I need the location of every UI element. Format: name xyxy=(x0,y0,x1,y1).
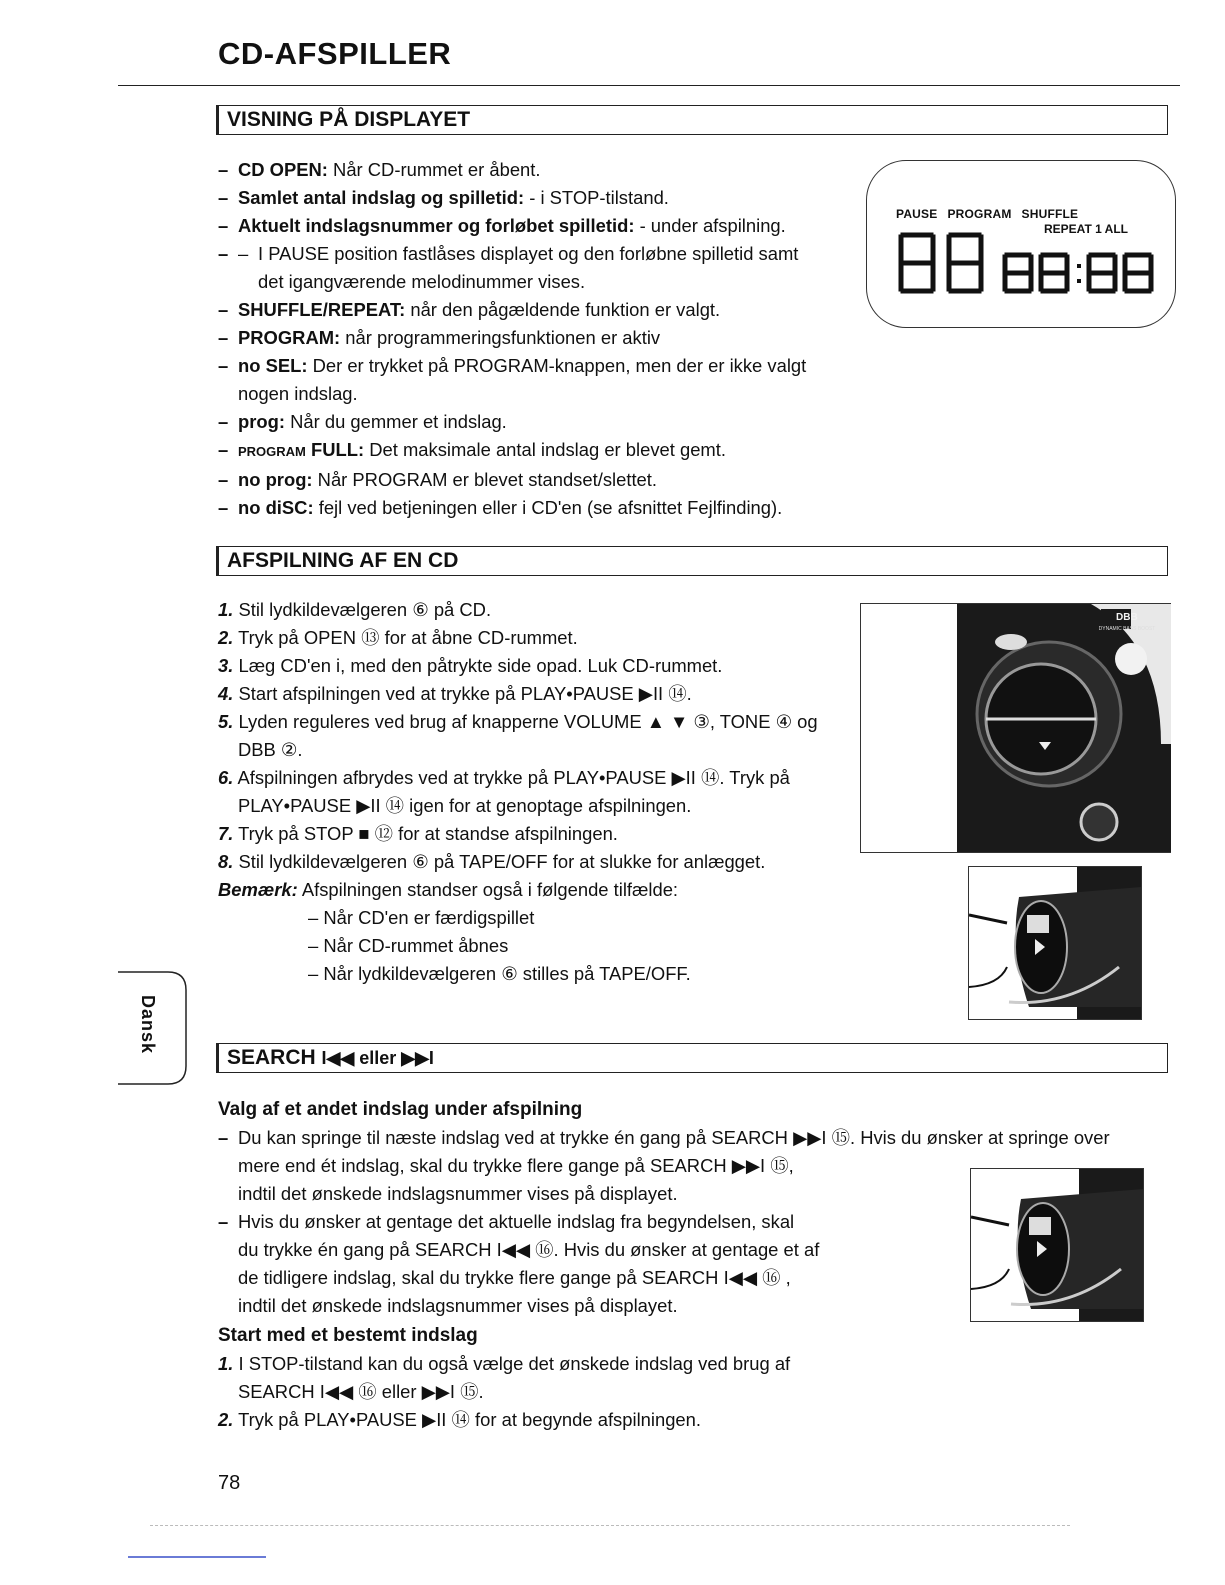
search-buttons-illustration xyxy=(969,867,1141,1019)
search-buttons-photo-2 xyxy=(970,1168,1144,1322)
step-item: 3. Læg CD'en i, med den påtrykte side opad. Luk CD-rummet. xyxy=(218,655,723,676)
list-item: – Samlet antal indslag og spilletid: - i STOP-tilstand. xyxy=(218,184,858,212)
step-item: 5. Lyden reguleres ved brug af knapperne VOLUME ▲ ▼ ③, TONE ④ og DBB ②. xyxy=(218,711,818,760)
scan-artifact-line xyxy=(150,1525,1070,1526)
note-item: – Når CD'en er færdigspillet xyxy=(308,907,535,928)
language-tab-label: Dansk xyxy=(138,995,158,1055)
title-rule xyxy=(118,85,1180,86)
step-item: 2. Tryk på OPEN ⑬ for at åbne CD-rummet. xyxy=(218,627,578,648)
list-item: – PROGRAM FULL: Det maksimale antal indslag er blevet gemt. xyxy=(218,436,858,466)
volume-dial-illustration xyxy=(861,604,1171,852)
step-item: 1. I STOP-tilstand kan du også vælge det ønskede indslag ved brug af SEARCH I◀◀ ⑯ eller ▶▶I ⑮. xyxy=(218,1353,791,1402)
step-item: 7. Tryk på STOP ■ ⑫ for at standse afspilningen. xyxy=(218,823,618,844)
subheading-select-track: Valg af et andet indslag under afspilning xyxy=(218,1099,583,1120)
list-item: – Du kan springe til næste indslag ved at trykke én gang på SEARCH ▶▶I ⑮. Hvis du ønsker at springe over mere end ét indslag, skal du trykke flere gange på SEARCH ▶▶I ⑮, indtil det ønskede indslagsnummer vises på displayet. xyxy=(218,1124,1168,1208)
volume-dial-photo xyxy=(860,603,1171,853)
list-item: – Aktuelt indslagsnummer og forløbet spilletid: - under afspilning. xyxy=(218,212,858,240)
lcd-repeat-label: REPEAT 1 ALL xyxy=(1044,222,1129,236)
page-title: CD-AFSPILLER xyxy=(218,36,452,71)
lcd-indicator-labels: PAUSE PROGRAM SHUFFLE xyxy=(896,207,1079,221)
step-item: 8. Stil lydkildevælgeren ⑥ på TAPE/OFF for at slukke for anlægget. xyxy=(218,851,766,872)
subheading-start-track: Start med et bestemt indslag xyxy=(218,1325,478,1346)
note: Bemærk: Afspilningen standser også i følgende tilfælde: xyxy=(218,879,679,900)
list-item: – CD OPEN: Når CD-rummet er åbent. xyxy=(218,156,858,184)
list-item: – no prog: Når PROGRAM er blevet standset/slettet. xyxy=(218,466,858,494)
list-item: – no diSC: fejl ved betjeningen eller i CD'en (se afsnittet Fejlfinding). xyxy=(218,494,858,522)
step-item: 4. Start afspilningen ved at trykke på PLAY•PAUSE ▶II ⑭. xyxy=(218,683,692,704)
list-item: – PROGRAM: når programmeringsfunktionen er aktiv xyxy=(218,324,858,352)
search-buttons-photo-1 xyxy=(968,866,1142,1020)
list-item: – no SEL: Der er trykket på PROGRAM-knappen, men der er ikke valgt nogen indslag. xyxy=(218,352,858,408)
playback-steps xyxy=(218,596,858,988)
dbb-label: DBB xyxy=(1116,612,1138,623)
list-item: – Hvis du ønsker at gentage det aktuelle indslag fra begyndelsen, skal du trykke én gang på SEARCH I◀◀ ⑯. Hvis du ønsker at gentage et af de tidligere indslag, skal du trykke flere gange på SEARCH I◀◀ ⑯ , indtil det ønskede indslagsnummer vises på displayet. xyxy=(218,1208,1168,1320)
note-item: – Når CD-rummet åbnes xyxy=(308,935,509,956)
section-heading-search: SEARCH I◀◀ eller ▶▶I xyxy=(216,1043,1168,1073)
search-buttons-illustration xyxy=(971,1169,1143,1321)
section-heading-playback: AFSPILNING AF EN CD xyxy=(216,546,1168,576)
section-heading-display: VISNING PÅ DISPLAYET xyxy=(216,105,1168,135)
list-item: – prog: Når du gemmer et indslag. xyxy=(218,408,858,436)
step-item: 6. Afspilningen afbrydes ved at trykke på PLAY•PAUSE ▶II ⑭. Tryk på PLAY•PAUSE ▶II ⑭ igen for at genoptage afspilningen. xyxy=(218,767,790,816)
dbb-sublabel: DYNAMIC BASS BOOST xyxy=(1098,626,1156,632)
note-item: – Når lydkildevælgeren ⑥ stilles på TAPE/OFF. xyxy=(308,963,691,984)
list-item: – SHUFFLE/REPEAT: når den pågældende funktion er valgt. xyxy=(218,296,858,324)
display-list xyxy=(218,156,858,522)
page-number: 78 xyxy=(218,1472,241,1494)
pause-note: – – I PAUSE position fastlåses displayet og den forløbne spilletid samt det igangværende melodinummer vises. xyxy=(218,240,858,296)
bottom-link-underline xyxy=(128,1556,266,1558)
lcd-digits xyxy=(895,215,1165,295)
step-item: 2. Tryk på PLAY•PAUSE ▶II ⑭ for at begynde afspilningen. xyxy=(218,1409,701,1430)
step-item: 1. Stil lydkildevælgeren ⑥ på CD. xyxy=(218,599,492,620)
